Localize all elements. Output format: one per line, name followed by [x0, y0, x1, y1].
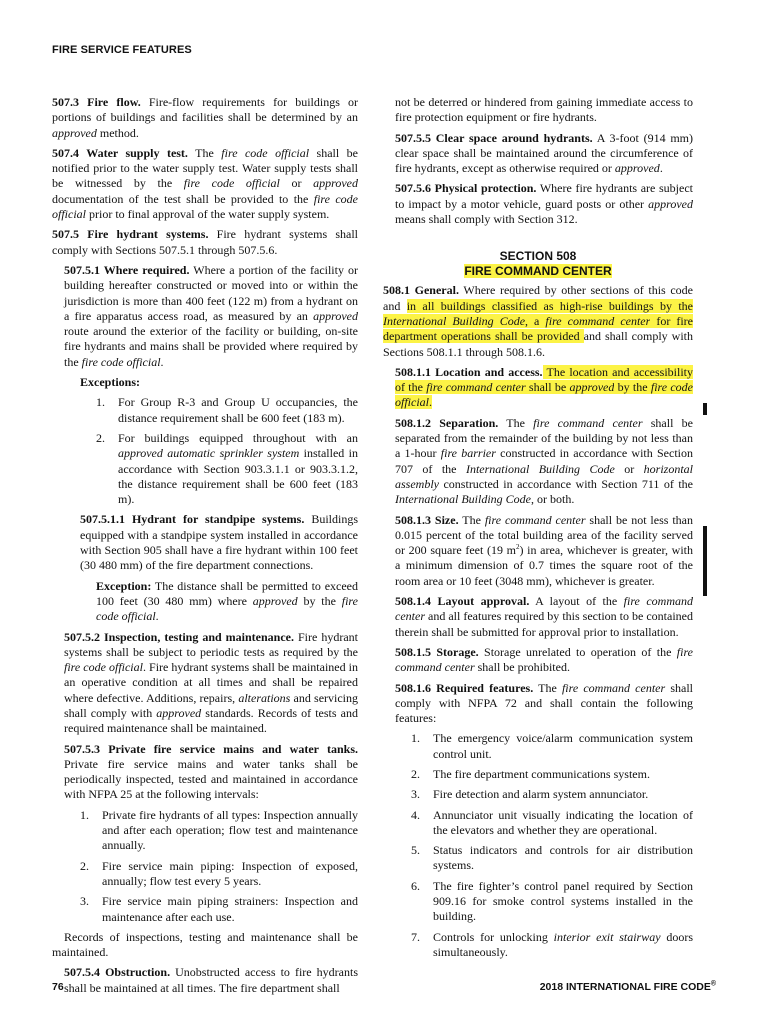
- list-item: 7. Controls for unlocking interior exit stairway doors simultaneously.: [411, 929, 694, 959]
- section-508-1-1: 508.1.1 Location and access. The location and accessibility of the fire command center shall be approved by the fire code official.: [395, 364, 694, 410]
- standpipe-exception: Exception: The distance shall be permitted to exceed 100 feet (30 480 mm) where approved by the fire code official.: [96, 578, 358, 624]
- section-507-3: 507.3 Fire flow. Fire-flow requirements for buildings or portions of buildings and facilities shall be determined by an approved method.: [52, 95, 358, 140]
- footer-book-title: 2018 INTERNATIONAL FIRE CODE®: [539, 980, 716, 993]
- section-508-1-3: 508.1.3 Size. The fire command center shall be not less than 0.015 percent of the total building area of the facility served or 200 square feet (19 $m^2$) in area, whichever is greater, with a minimum dimension of 0.7 times the square root of the room area or 10 feet (3048 mm), whichever is greater.: [395, 512, 694, 588]
- left-column: [52, 95, 358, 1001]
- list-item: 2. For buildings equipped throughout with an approved automatic sprinkler system installed in accordance with Section 903.3.1.1 or 903.3.1.2, the distance requirement shall be 600 feet (183 m).: [96, 430, 358, 507]
- list-item: 1. The emergency voice/alarm communication system control unit.: [411, 731, 693, 761]
- section-508-1-6: 508.1.6 Required features. The fire command center shall comply with NFPA 72 and shall contain the following features:: [395, 680, 693, 726]
- section-508-1-2: 508.1.2 Separation. The fire command center shall be separated from the remainder of the building by not less than a 1-hour fire barrier constructed in accordance with Section 707 of the International Building Code or horizontal assembly constructed in accordance with Section 711 of the International Building Code, or both.: [395, 415, 694, 507]
- section-507-5-5: 507.5.5 Clear space around hydrants. A 3-foot (914 mm) clear space shall be maintained around the circumference of fire hydrants, except as otherwise required or approved.: [395, 130, 693, 176]
- features-list: [411, 731, 693, 960]
- highlight: The location and accessibility of the: [395, 364, 694, 395]
- list-item: 5. Status indicators and controls for air distribution systems.: [411, 843, 693, 873]
- section-507-5-1: 507.5.1 Where required. Where a portion of the facility or building hereafter constructed or moved into or within the jurisdiction is more than 400 feet (122 m) from a hydrant on a fire apparatus access road, as measured by an approved route around the exterior of the facility or building, on-site fire hydrants and mains shall be provided where required by the fire code official.: [64, 262, 358, 369]
- change-bar: [703, 403, 707, 415]
- exceptions-list: [96, 395, 358, 507]
- exceptions-label: Exceptions:: [80, 375, 140, 390]
- running-header: FIRE SERVICE FEATURES: [52, 44, 192, 56]
- list-item: 2. Fire service main piping: Inspection of exposed, annually; flow test every 5 years.: [80, 858, 358, 888]
- list-item: 2. The fire department communications system.: [411, 766, 650, 781]
- section-507-5-6: 507.5.6 Physical protection. Where fire hydrants are subject to impact by a motor vehicle, guard posts or other approved means shall comply with Section 312.: [395, 181, 694, 227]
- page-number: 76: [52, 981, 64, 993]
- list-item: 3. Fire service main piping strainers: Inspection and maintenance after each use.: [80, 894, 358, 924]
- list-item: 4. Annunciator unit visually indicating the location of the elevators and whether they are operational.: [411, 807, 693, 837]
- intervals-list: [80, 808, 358, 925]
- section-507-5-3: 507.5.3 Private fire service mains and water tanks. Private fire service mains and water tanks shall be periodically inspected, tested and maintained in accordance with NFPA 25 at the following intervals:: [64, 741, 358, 802]
- section-heading: [383, 249, 693, 279]
- section-507-5-2: 507.5.2 Inspection, testing and maintenance. Fire hydrant systems shall be subject to periodic tests as required by the fire code official. Fire hydrant systems shall be maintained in an operative condition at all times and shall be repaired where defective. Additions, repairs, alterations and servicing shall comply with approved standards. Records of tests and required maintenance shall be maintained.: [64, 629, 359, 736]
- change-bar: [703, 526, 707, 596]
- right-column: [383, 95, 693, 965]
- section-title: FIRE COMMAND CENTER: [464, 264, 612, 279]
- section-507-5-1-1: 507.5.1.1 Hydrant for standpipe systems. Buildings equipped with a standpipe system installed in accordance with Section 905 shall have a fire hydrant within 100 feet (30 480 mm) of the fire department connections.: [80, 512, 358, 573]
- records-paragraph: Records of inspections, testing and maintenance shall be maintained.: [52, 929, 358, 960]
- section-508-1: 508.1 General. Where required by other sections of this code and in all buildings classified as high-rise buildings by the International Building Code, a fire command center for fire department operations shall be provided and shall comply with Sections 508.1.1 through 508.1.6.: [383, 283, 693, 359]
- section-507-5: 507.5 Fire hydrant systems. Fire hydrant systems shall comply with Sections 507.5.1 through 507.5.6.: [52, 227, 359, 257]
- section-508-1-4: 508.1.4 Layout approval. A layout of the fire command center and all features required by this section to be contained therein shall be submitted for approval prior to installation.: [395, 594, 693, 639]
- list-item: 6. The fire fighter’s control panel required by Section 909.16 for smoke control systems installed in the building.: [411, 878, 693, 924]
- section-507-4: 507.4 Water supply test. The fire code official shall be notified prior to the water supply test. Water supply tests shall be witnessed by the fire code official or approved documentation of the test shall be provided to the fire code official prior to final approval of the water supply system.: [52, 145, 359, 222]
- list-item: 1. For Group R-3 and Group U occupancies, the distance requirement shall be 600 feet (183 m).: [96, 395, 358, 425]
- highlight: in all buildings classified as high-rise buildings by the: [406, 298, 693, 313]
- section-number: SECTION 508: [499, 249, 577, 264]
- section-508-1-5: 508.1.5 Storage. Storage unrelated to operation of the fire command center shall be prohibited.: [395, 644, 693, 675]
- obstruction-continued: not be deterred or hindered from gaining immediate access to fire protection equipment or fire hydrants.: [395, 95, 693, 125]
- section-507-5-4: 507.5.4 Obstruction. Unobstructed access to fire hydrants shall be maintained at all times. The fire department shall: [64, 965, 358, 995]
- list-item: 1. Private fire hydrants of all types: Inspection annually and after each operation; flow test and maintenance annually.: [80, 807, 358, 853]
- list-item: 3. Fire detection and alarm system annunciator.: [411, 787, 649, 802]
